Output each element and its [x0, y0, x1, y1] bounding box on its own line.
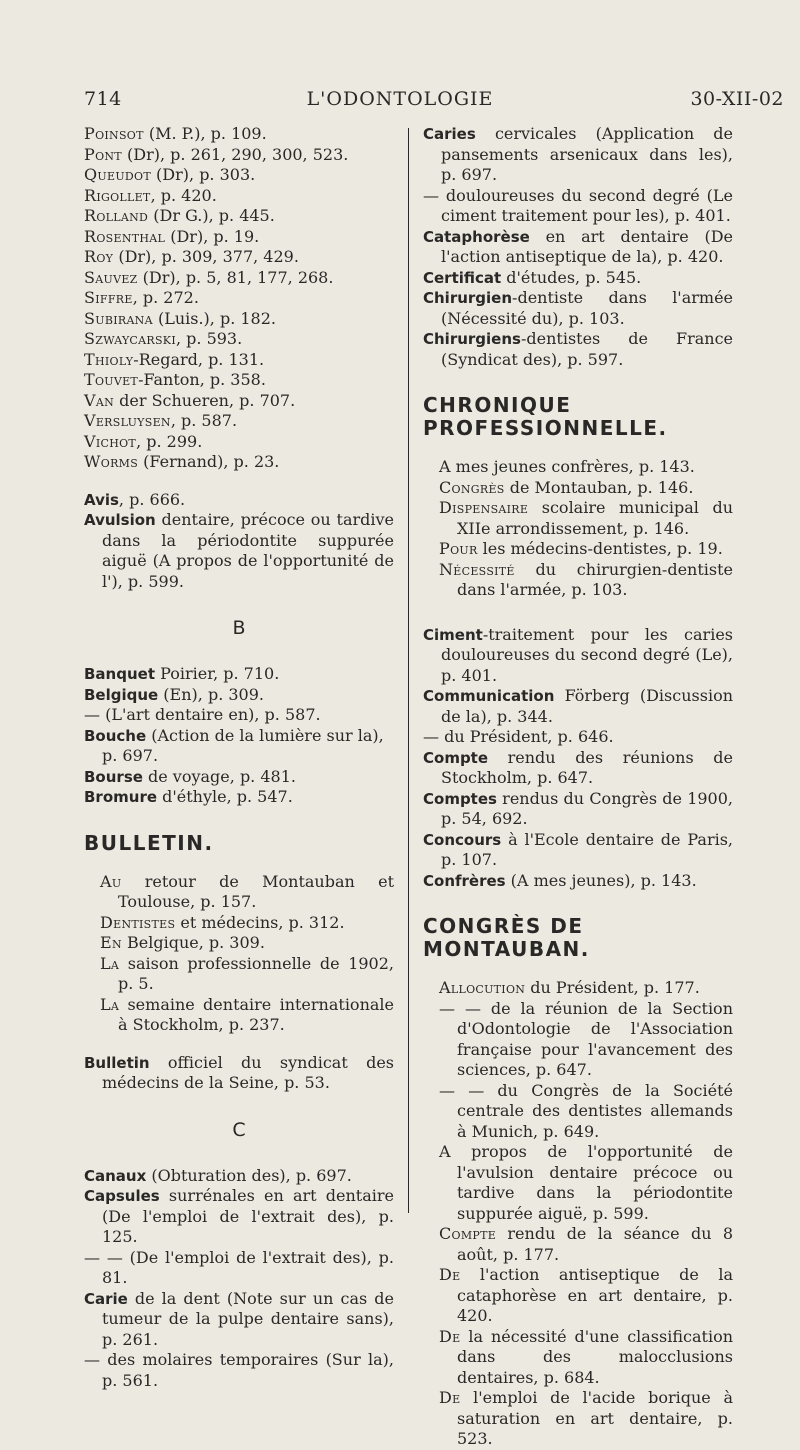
bulletin-item: Dentistes et médecins, p. 312.: [100, 912, 345, 932]
spacer: [84, 592, 394, 616]
author-entry: Siffre, p. 272.: [84, 288, 199, 307]
index-entry: — — (De l'emploi de l'extrait des), p. 81.: [84, 1247, 394, 1287]
index-entry: — du Président, p. 646.: [423, 727, 614, 746]
journal-title: L'ODONTOLOGIE: [306, 88, 494, 110]
entries-c-more: [423, 625, 733, 892]
spacer: [423, 440, 733, 457]
author-entry: Van der Schueren, p. 707.: [84, 390, 296, 410]
author-entry: Sauvez (Dr), p. 5, 81, 177, 268.: [84, 267, 334, 287]
index-entry: — (L'art dentaire en), p. 587.: [84, 705, 321, 724]
index-entry: Comptes rendus du Congrès de 1900, p. 54, 692.: [423, 788, 733, 828]
congres-item: Compte rendu de la séance du 8 août, p. 177.: [439, 1224, 733, 1264]
chronique-item: Congrès de Montauban, p. 146.: [439, 477, 694, 497]
author-entry: Roy (Dr), p. 309, 377, 429.: [84, 247, 299, 266]
index-entry: — douloureuses du second degré (Le ciment traitement pour les), p. 401.: [423, 185, 733, 225]
index-entry: Certificat d'études, p. 545.: [423, 267, 642, 287]
spacer: [423, 961, 733, 978]
index-entry: Chirurgiens-dentistes de France (Syndicat des), p. 597.: [423, 329, 733, 369]
index-entry: Bourse de voyage, p. 481.: [84, 766, 296, 786]
column-divider: [408, 128, 409, 1213]
index-entry: Belgique (En), p. 309.: [84, 684, 264, 704]
index-entry: Avis, p. 666.: [84, 489, 186, 509]
chronique-item: Nécessité du chirurgien-dentiste dans l'armée, p. 103.: [439, 559, 733, 599]
chronique-item: A mes jeunes confrères, p. 143.: [439, 457, 695, 476]
author-list: [84, 124, 394, 473]
entries-b: [84, 664, 394, 808]
bulletin-heading: BULLETIN.: [84, 830, 214, 855]
left-column: [84, 124, 394, 1391]
issue-date: 30-XII-02: [690, 88, 784, 110]
congres-list: [423, 978, 733, 1450]
author-entry: Touvet-Fanton, p. 358.: [84, 370, 266, 389]
index-entry: Carie de la dent (Note sur un cas de tumeur de la pulpe dentaire sans), p. 261.: [84, 1288, 394, 1349]
entries-a: [84, 490, 394, 593]
chronique-heading: CHRONIQUE PROFESSIONNELLE.: [423, 393, 668, 440]
bulletin-list: [84, 872, 394, 1036]
spacer: [84, 855, 394, 872]
author-entry: Rigollet, p. 420.: [84, 185, 217, 205]
author-entry: Rosenthal (Dr), p. 19.: [84, 226, 260, 246]
congres-item: De la nécessité d'une classification dans des malocclusions dentaires, p. 684.: [439, 1326, 733, 1387]
spacer: [84, 1142, 394, 1166]
index-entry: Bouche (Action de la lumière sur la), p. 697.: [84, 725, 384, 765]
chronique-list: [423, 457, 733, 601]
spacer: [84, 808, 394, 832]
index-entry: Caries cervicales (Application de pansements arsenicaux dans les), p. 697.: [423, 124, 733, 184]
author-entry: Rolland (Dr G.), p. 445.: [84, 206, 275, 225]
index-entry: Communication Förberg (Discussion de la), p. 344.: [423, 686, 733, 726]
spacer: [84, 473, 394, 490]
chronique-item: Dispensaire scolaire municipal du XIIe arrondissement, p. 146.: [439, 498, 733, 538]
index-entry: Bulletin officiel du syndicat des médecins de la Seine, p. 53.: [84, 1052, 394, 1092]
index-entry: Canaux (Obturation des), p. 697.: [84, 1165, 352, 1185]
author-entry: Poinsot (M. P.), p. 109.: [84, 124, 267, 143]
spacer: [423, 601, 733, 625]
page-number: 714: [84, 88, 122, 110]
author-entry: Pont (Dr), p. 261, 290, 300, 523.: [84, 144, 349, 164]
congres-item: — — du Congrès de la Société centrale des dentistes allemands à Munich, p. 649.: [439, 1080, 733, 1141]
spacer: [84, 640, 394, 664]
congres-heading: CONGRÈS DE MONTAUBAN.: [423, 914, 590, 961]
author-entry: Versluysen, p. 587.: [84, 411, 238, 430]
entries-c-continued: [423, 124, 733, 370]
bulletin-item: Au retour de Montauban et Toulouse, p. 157.: [100, 871, 394, 911]
index-entry: Capsules surrénales en art dentaire (De l'emploi de l'extrait des), p. 125.: [84, 1186, 394, 1246]
spacer: [423, 891, 733, 915]
author-entry: Worms (Fernand), p. 23.: [84, 452, 280, 471]
index-entry: Confrères (A mes jeunes), p. 143.: [423, 870, 697, 890]
entries-c: [84, 1166, 394, 1392]
index-entry: Avulsion dentaire, précoce ou tardive dans la périodontite suppurée aiguë (A propos de l'opportunité de l'), p. 599.: [84, 510, 394, 591]
chronique-item: Pour les médecins-dentistes, p. 19.: [439, 539, 723, 558]
author-entry: Subirana (Luis.), p. 182.: [84, 308, 276, 328]
congres-item: Allocution du Président, p. 177.: [439, 978, 700, 997]
congres-item: De l'emploi de l'acide borique à saturation en art dentaire, p. 523.: [439, 1388, 733, 1448]
spacer: [84, 1094, 394, 1118]
bulletin-item: La saison professionnelle de 1902, p. 5.: [100, 953, 394, 993]
author-entry: Vichot, p. 299.: [84, 431, 203, 451]
bulletin-item: En Belgique, p. 309.: [100, 933, 265, 952]
index-entry: Compte rendu des réunions de Stockholm, p. 647.: [423, 747, 733, 787]
congres-item: De l'action antiseptique de la cataphorèse en art dentaire, p. 420.: [439, 1265, 733, 1325]
author-entry: Szwaycarski, p. 593.: [84, 329, 243, 348]
index-entry: Ciment-traitement pour les caries douloureuses du second degré (Le), p. 401.: [423, 624, 733, 685]
right-column: [423, 124, 733, 1450]
bulletin-item: La semaine dentaire internationale à Stockholm, p. 237.: [100, 994, 394, 1034]
spacer: [423, 370, 733, 394]
spacer: [84, 1036, 394, 1053]
index-entry: — des molaires temporaires (Sur la), p. 561.: [84, 1350, 394, 1390]
section-letter-b: B: [232, 617, 246, 639]
index-entry: Cataphorèse en art dentaire (De l'action antiseptique de la), p. 420.: [423, 226, 733, 266]
author-entry: Thioly-Regard, p. 131.: [84, 349, 265, 369]
index-entry: Bromure d'éthyle, p. 547.: [84, 787, 293, 806]
section-letter-c: C: [232, 1118, 246, 1141]
author-entry: Queudot (Dr), p. 303.: [84, 165, 256, 184]
congres-item: A propos de l'opportunité de l'avulsion dentaire précoce ou tardive dans la périodontite suppurée aiguë, p. 599.: [439, 1142, 733, 1223]
index-entry: Chirurgien-dentiste dans l'armée (Nécessité du), p. 103.: [423, 288, 733, 328]
index-entry: Banquet Poirier, p. 710.: [84, 664, 280, 683]
index-entry: Concours à l'Ecole dentaire de Paris, p. 107.: [423, 829, 733, 869]
congres-item: — — de la réunion de la Section d'Odontologie de l'Association française pour l'avancement des sciences, p. 647.: [439, 998, 733, 1079]
